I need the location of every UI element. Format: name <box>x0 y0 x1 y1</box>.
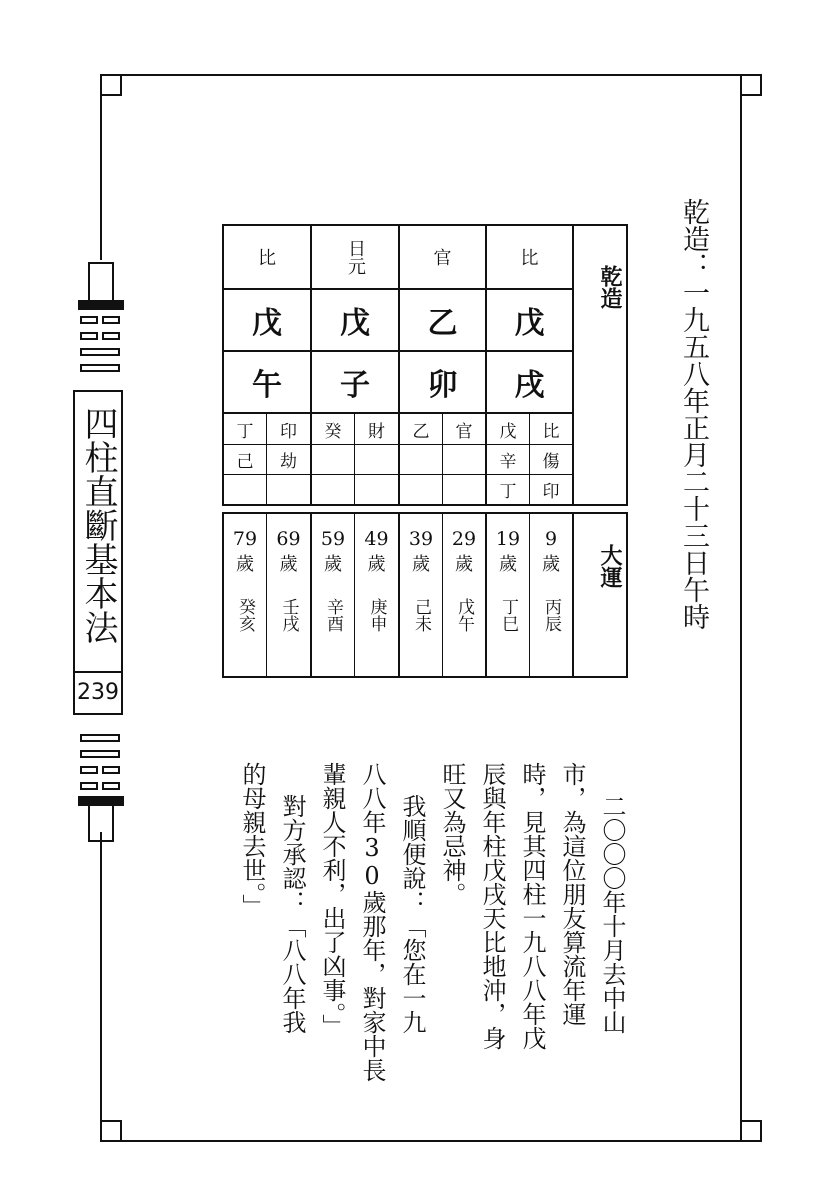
hidden-stem: 癸 <box>324 421 342 442</box>
body-column-7: 八八年30歲那年，對家中長 <box>358 762 386 1082</box>
hidden-stem: 乙 <box>412 421 430 442</box>
ten-god-col3: 比 <box>520 248 539 269</box>
luck-period <box>443 528 485 632</box>
hidden-stem: 丁 <box>499 482 517 502</box>
spine-divider <box>75 671 121 673</box>
hidden-stem: 己 <box>236 452 254 472</box>
luck-age-unit: 歲 <box>324 554 342 575</box>
hidden-god: 傷 <box>542 452 560 472</box>
luck-age-unit: 歲 <box>542 554 560 575</box>
luck-period <box>224 528 266 632</box>
branch-col0: 午 <box>252 368 282 403</box>
hidden-god: 劫 <box>280 452 297 472</box>
luck-age: 59 <box>320 528 346 550</box>
luck-pillar: 戊午 <box>454 598 474 632</box>
hidden-god: 印 <box>280 421 297 442</box>
stem-col3: 戊 <box>514 306 545 341</box>
hidden-stem: 戊 <box>499 421 517 442</box>
spine-title: 四柱直斷基本法 <box>78 406 118 644</box>
luck-age: 79 <box>232 528 258 550</box>
body-column-8: 輩親人不利，出了凶事。」 <box>318 762 346 1038</box>
luck-pillars-table <box>222 512 628 678</box>
ten-god-col0: 比 <box>258 248 276 269</box>
chart-label: 乾造 <box>597 265 623 309</box>
luck-period <box>312 528 354 632</box>
luck-age-unit: 歲 <box>412 554 430 575</box>
hidden-god: 比 <box>542 421 560 442</box>
page-number: 239 <box>77 680 119 705</box>
luck-age-unit: 歲 <box>279 554 298 575</box>
luck-age: 9 <box>544 528 558 550</box>
body-column-9: 對方承認：「八八年我 <box>278 794 306 1034</box>
body-column-2: 市，為這位朋友算流年運 <box>558 762 586 1026</box>
luck-pillar: 己未 <box>411 598 431 632</box>
stem-col2: 乙 <box>427 306 458 341</box>
bazi-chart <box>222 224 628 506</box>
hidden-god: 財 <box>368 421 385 442</box>
luck-age: 29 <box>451 528 477 550</box>
luck-age-unit: 歲 <box>499 554 517 575</box>
luck-label: 大運 <box>597 544 623 588</box>
spine-title-box <box>73 390 123 715</box>
hidden-stem: 丁 <box>236 421 254 442</box>
ten-god-col2: 官 <box>433 248 452 269</box>
stem-col0: 戊 <box>252 306 282 341</box>
luck-age: 19 <box>495 528 521 550</box>
luck-period <box>355 528 398 632</box>
luck-period <box>530 528 572 632</box>
body-column-10: 的母親去世。」 <box>238 762 266 918</box>
hidden-god: 印 <box>542 482 560 502</box>
branch-col3: 戌 <box>514 368 545 403</box>
luck-period <box>487 528 529 632</box>
luck-pillar: 壬戌 <box>278 598 299 632</box>
luck-age-unit: 歲 <box>455 554 473 575</box>
luck-pillar: 丁巳 <box>498 598 518 632</box>
day-master-label: 日元 <box>345 239 366 275</box>
ten-god-col1 <box>312 226 398 288</box>
luck-age: 39 <box>408 528 434 550</box>
hidden-god: 官 <box>455 421 473 442</box>
body-column-3: 時，見其四柱一九八八年戊 <box>518 762 546 1050</box>
luck-pillar: 辛酉 <box>323 598 343 632</box>
luck-age-unit: 歲 <box>236 554 254 575</box>
luck-period <box>267 528 310 632</box>
luck-pillar: 丙辰 <box>541 598 561 632</box>
body-column-4: 辰與年柱戊戌天比地沖，身 <box>478 762 506 1050</box>
hidden-stem: 辛 <box>499 452 517 472</box>
body-column-1: 二〇〇〇年十月去中山 <box>598 794 626 1034</box>
luck-age: 69 <box>276 528 301 550</box>
luck-age-unit: 歲 <box>367 554 386 575</box>
stem-col1: 戊 <box>340 306 370 341</box>
branch-col2: 卯 <box>427 368 458 403</box>
birth-date-line: 乾造：一九五八年正月二十三日午時 <box>678 198 709 630</box>
luck-period <box>400 528 442 632</box>
branch-col1: 子 <box>340 368 370 403</box>
luck-pillar: 癸亥 <box>235 598 255 632</box>
body-column-6: 我順便說：「您在一九 <box>398 794 426 1034</box>
luck-age: 49 <box>364 528 389 550</box>
luck-pillar: 庚申 <box>366 598 387 632</box>
body-column-5: 旺又為忌神。 <box>438 762 466 906</box>
